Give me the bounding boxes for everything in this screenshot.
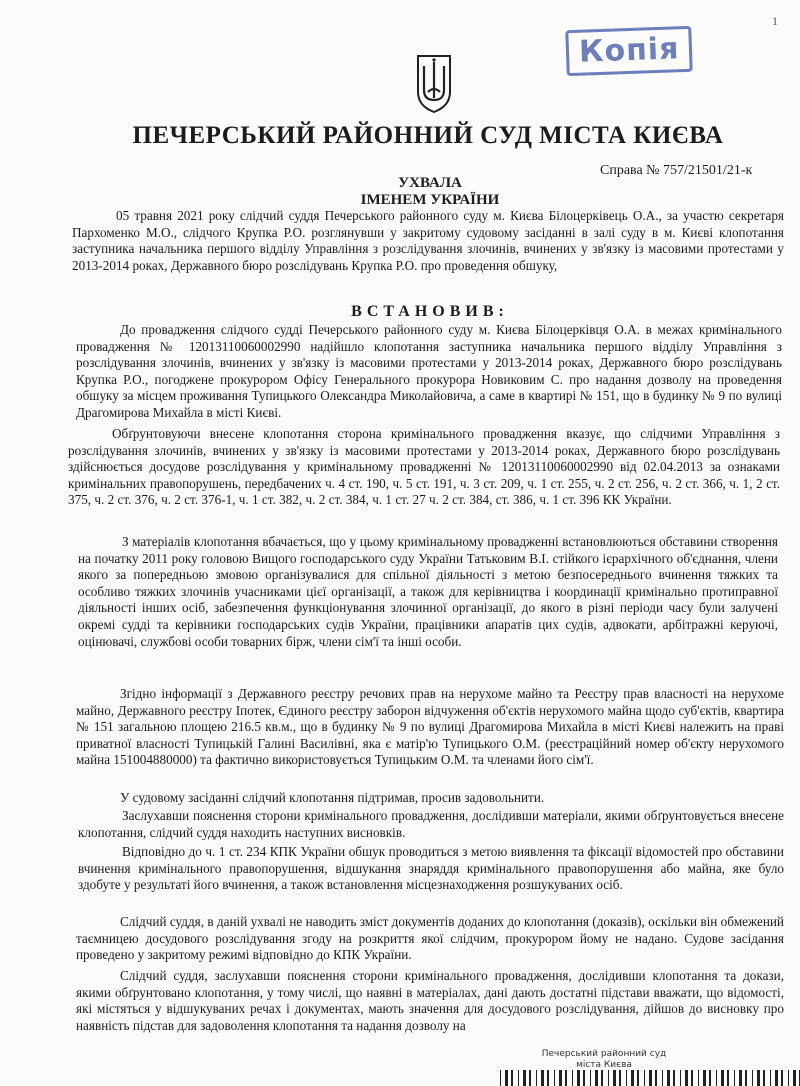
barcode-bar	[583, 1070, 585, 1086]
barcode-bar	[601, 1070, 603, 1086]
footer-stamp-line: Печерський районний суд	[541, 1049, 667, 1059]
paragraph: Обґрунтовуючи внесене клопотання сторона кримінального провадження вказує, що слідчими Управління з розслідування злочинів, вчинених у зв'язку із масовими протестами у 2013-2014 роках, Державного бюро розслідувань здійснюється досудове розслідування у кримінальному провадженні № 12013110060002990 від 02.04.2013 за ознаками кримінальних правопорушень, передбачених ч. 4 ст. 190, ч. 5 ст. 191, ч. 3 ст. 209, ч. 1 ст. 255, ч. 2 ст. 256, ч. 2 ст. 366, ч. 1, 2 ст. 375, ч. 2 ст. 376, ч. 2 ст. 376-1, ч. 1 ст. 382, ч. 2 ст. 384, ч. 1 ст. 27 ч. 2 ст. 384, ст. 386, ч. 1 ст. 396 КК України.	[68, 426, 780, 508]
section-heading: ВСТАНОВИВ:	[351, 303, 509, 320]
court-footer-stamp	[524, 1049, 684, 1071]
barcode-bar	[523, 1070, 526, 1086]
barcode-bar	[619, 1070, 621, 1086]
barcode-bar	[788, 1070, 789, 1086]
barcode-bar	[745, 1070, 747, 1086]
page-number: 1	[772, 14, 778, 28]
barcode-bar	[680, 1070, 681, 1086]
paragraph: Відповідно до ч. 1 ст. 234 КПК України обшук проводиться з метою виявлення та фіксації відомостей про обставини вчинення кримінального правопорушення, відшукання знаряддя кримінального правопорушення або майна, яке було здобуте у результаті його вчинення, а також встановлення місцезнаходження розшукуваних осіб.	[78, 844, 784, 893]
barcode-bar	[734, 1070, 735, 1086]
barcode-bar	[595, 1070, 598, 1086]
barcode-bar	[511, 1070, 513, 1086]
barcode-bar	[541, 1070, 544, 1086]
barcode-bar	[721, 1070, 724, 1086]
document-subtitle: ІМЕНЕМ УКРАЇНИ	[360, 192, 500, 208]
barcode-bar	[716, 1070, 717, 1086]
barcode-bar	[757, 1070, 760, 1086]
footer-stamp-line: міста Києва	[576, 1060, 632, 1070]
paragraph: У судовому засіданні слідчий клопотання підтримав, просив задовольнити.	[120, 790, 545, 805]
barcode-bar	[703, 1070, 706, 1086]
barcode-bar	[781, 1070, 783, 1086]
barcode-bar	[649, 1070, 652, 1086]
barcode-bar	[626, 1070, 627, 1086]
barcode-bar	[572, 1070, 573, 1086]
paragraph: До провадження слідчого судді Печерського районного суду м. Києва Білоцерківця О.А. в межах кримінального провадження № 12013110060002990 надійшло клопотання заступника начальника першого відділу Управління з розслідування злочинів, вчинених у зв'язку із масовими протестами у 2013-2014 роках, Державного бюро розслідувань Крупка Р.О., погоджене прокурором Офісу Генерального прокурора Новиковим С. про надання дозволу на проведення обшуку за місцем проживання Тупицького Олександра Миколайовича, а саме в квартирі № 151, що в будинку № 9 по вулиці Драгомирова Михайла в місті Києві.	[76, 322, 782, 420]
barcode-bar	[529, 1070, 531, 1086]
barcode-bar	[590, 1070, 591, 1086]
barcode-bar	[698, 1070, 699, 1086]
barcode-bar	[667, 1070, 670, 1086]
barcode-bar	[739, 1070, 742, 1086]
case-number: Справа № 757/21501/21-к	[600, 163, 753, 178]
barcode-bar	[577, 1070, 580, 1086]
barcode-bar	[775, 1070, 778, 1086]
barcode-bar	[655, 1070, 657, 1086]
court-name: ПЕЧЕРСЬКИЙ РАЙОННИЙ СУД МІСТА КИЄВА	[132, 122, 724, 149]
document-type: УХВАЛА	[398, 175, 462, 191]
barcode-bar	[752, 1070, 753, 1086]
barcode-bar	[691, 1070, 693, 1086]
barcode-bar	[613, 1070, 616, 1086]
paragraph: Заслухавши пояснення сторони кримінального провадження, дослідивши матеріали, якими обґрунтовується внесене клопотання, слідчий суддя находить наступних висновків.	[78, 808, 784, 840]
barcode-bar	[793, 1070, 796, 1086]
paragraph-intro: 05 травня 2021 року слідчий суддя Печерського районного суду м. Києва Білоцерківець О.А., за участю секретаря Пархоменко М.О., слідчого Крупка Р.О. розглянувши у закритому судовому засіданні в залі суду в м. Києві клопотання заступника начальника першого відділу Управління з розслідування злочинів, вчинених у зв'язку із масовими протестами у 2013-2014 роках, Державного бюро розслідувань Крупка Р.О. про проведення обшуку,	[72, 208, 784, 273]
barcode-icon	[500, 1070, 800, 1086]
trident-coat-of-arms-icon	[414, 52, 454, 114]
barcode-bar	[500, 1070, 501, 1086]
barcode-bar	[547, 1070, 549, 1086]
barcode-bar	[505, 1070, 508, 1086]
barcode-bar	[536, 1070, 537, 1086]
barcode-bar	[709, 1070, 711, 1086]
barcode-bar	[685, 1070, 688, 1086]
barcode-bar	[554, 1070, 555, 1086]
barcode-bar	[662, 1070, 663, 1086]
barcode-bar	[763, 1070, 765, 1086]
paragraph: Слідчий суддя, в даній ухвалі не наводить зміст документів доданих до клопотання (доказів), оскільки він обмежений таємницею досудового розслідування згоду на розкриття якої слідчим, прокурором йому не надано. Судове засідання проведено у закритому режимі відповідно до КПК України.	[76, 914, 784, 963]
copy-stamp: Копія	[565, 26, 693, 76]
paragraph: Згідно інформації з Державного реєстру речових прав на нерухоме майно та Реєстру прав власності на нерухоме майно, Державного реєстру Іпотек, Єдиного реєстру заборон відчуження об'єктів нерухомого майна щодо суб'єктів, квартира № 151 загальною площею 216.5 кв.м., що в будинку № 9 по вулиці Драгомирова Михайла в місті Києві належить на праві приватної власності Тупицькій Галині Василівні, яка є матір'ю Тупицького О.М. (реєстраційний номер об'єкту нерухомого майна 151004880000) та фактично використовується Тупицьким О.М. та членами його сім'ї.	[76, 686, 784, 768]
barcode-bar	[559, 1070, 562, 1086]
barcode-bar	[637, 1070, 639, 1086]
barcode-bar	[631, 1070, 634, 1086]
barcode-bar	[644, 1070, 645, 1086]
barcode-bar	[770, 1070, 771, 1086]
barcode-bar	[608, 1070, 609, 1086]
paragraph: З матеріалів клопотання вбачається, що у цьому кримінальному провадженні встановлюються обставини створення на початку 2011 року головою Вищого господарського суду України Татьковим В.І. стійкого ієрархічного об'єднання, члени якого за попередньою змовою організувалися для спільної діяльності з метою безпосереднього вчинення тяжких та особливо тяжких злочинів учасниками цієї організації, а також для керівництва і координації кримінально протиправної діяльності інших осіб, забезпечення функціонування злочинної організації, до якого в різні періоди часу були залучені окремі судді та керівники господарських судів України, працівники апаратів цих судів, адвокати, арбітражні керуючі, оцінювачі, службові особи товарних бірж, члени сім'ї та інші особи.	[78, 534, 778, 649]
barcode-bar	[518, 1070, 519, 1086]
paragraph: Слідчий суддя, заслухавши пояснення сторони кримінального провадження, дослідивши клопотання та докази, якими обґрунтовано клопотання, у тому числі, що наявні в матеріалах, дані дають достатні підстави вважати, що відомості, які містяться у відшукуваних речах і документах, мають значення для досудового розслідування, дійшов до висновку про наявність підстав для задоволення клопотання та надання дозволу на	[76, 968, 784, 1033]
barcode-bar	[673, 1070, 675, 1086]
barcode-bar	[727, 1070, 729, 1086]
barcode-bar	[565, 1070, 567, 1086]
